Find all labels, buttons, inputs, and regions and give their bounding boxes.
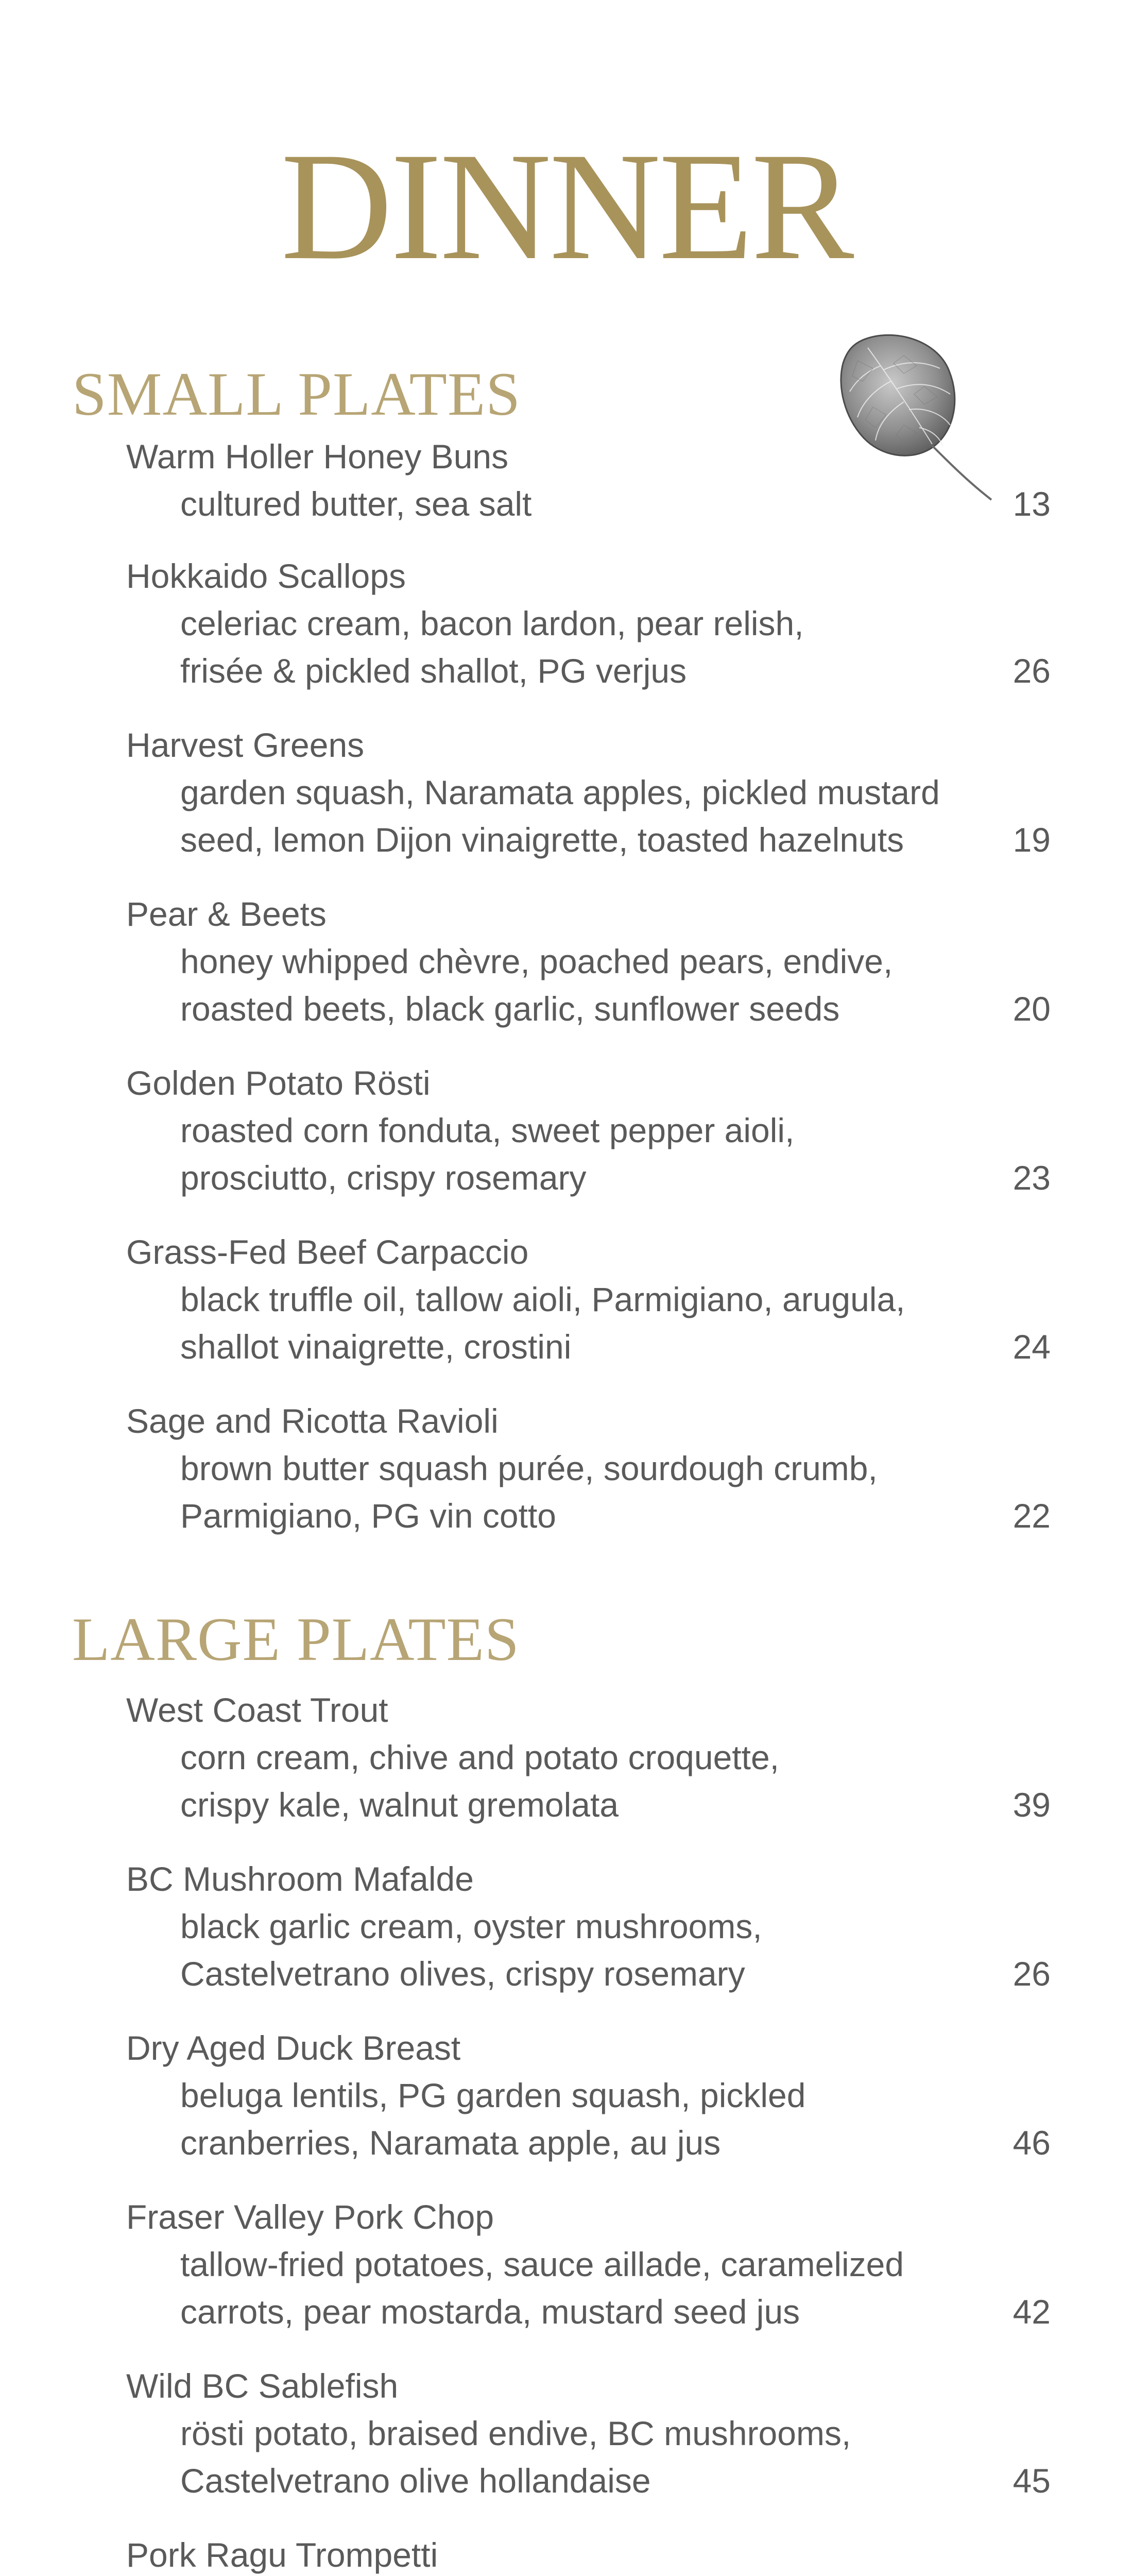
- small-plates-list: [126, 433, 1051, 1566]
- item-name: BC Mushroom Mafalde: [126, 1860, 474, 1898]
- item-price: 26: [1012, 652, 1051, 690]
- item-price: 42: [1012, 2293, 1051, 2331]
- item-price: 45: [1012, 2462, 1051, 2500]
- menu-item: [126, 2193, 1051, 2362]
- menu-item: [126, 890, 1051, 1059]
- item-description: brown butter squash purée, sourdough crumb, Parmigiano, PG vin cotto: [180, 1449, 878, 1535]
- menu-item: [126, 1059, 1051, 1228]
- menu-item: [126, 1228, 1051, 1397]
- item-name: Wild BC Sablefish: [126, 2367, 399, 2405]
- item-name: Harvest Greens: [126, 726, 365, 764]
- item-description: corn cream, chive and potato croquette, crispy kale, walnut gremolata: [180, 1738, 779, 1824]
- item-description: garden squash, Naramata apples, pickled mustard seed, lemon Dijon vinaigrette, toasted hazelnuts: [180, 773, 940, 859]
- item-name: Sage and Ricotta Ravioli: [126, 1402, 499, 1440]
- item-description: black truffle oil, tallow aioli, Parmigiano, arugula, shallot vinaigrette, crostini: [180, 1280, 905, 1366]
- menu-item: [126, 1855, 1051, 2024]
- item-description: rösti potato, braised endive, BC mushrooms, Castelvetrano olive hollandaise: [180, 2414, 851, 2500]
- item-price: 13: [1012, 485, 1051, 523]
- item-price: 46: [1012, 2124, 1051, 2162]
- item-description: beluga lentils, PG garden squash, pickled cranberries, Naramata apple, au jus: [180, 2076, 806, 2162]
- item-description: black garlic cream, oyster mushrooms, Castelvetrano olives, crispy rosemary: [180, 1907, 762, 1993]
- item-description: honey whipped chèvre, poached pears, endive, roasted beets, black garlic, sunflower seeds: [180, 942, 893, 1028]
- item-description: tallow-fried potatoes, sauce aillade, caramelized carrots, pear mostarda, mustard seed jus: [180, 2245, 904, 2331]
- item-name: Dry Aged Duck Breast: [126, 2029, 461, 2067]
- small-plates-heading: SMALL PLATES: [72, 360, 521, 428]
- item-price: 20: [1012, 990, 1051, 1028]
- item-name: Hokkaido Scallops: [126, 557, 406, 595]
- item-name: Fraser Valley Pork Chop: [126, 2198, 494, 2236]
- item-description: cultured butter, sea salt: [180, 485, 532, 523]
- item-name: Golden Potato Rösti: [126, 1064, 431, 1102]
- large-plates-list: [126, 1686, 1051, 2576]
- page-title: DINNER: [281, 121, 852, 292]
- item-name: Warm Holler Honey Buns: [126, 437, 509, 476]
- item-price: 26: [1012, 1955, 1051, 1993]
- item-description: roasted corn fonduta, sweet pepper aioli, prosciutto, crispy rosemary: [180, 1111, 795, 1197]
- item-name: Grass-Fed Beef Carpaccio: [126, 1233, 529, 1271]
- item-description: celeriac cream, bacon lardon, pear relish, frisée & pickled shallot, PG verjus: [180, 604, 804, 690]
- menu-item: [126, 1397, 1051, 1566]
- menu-item: [126, 2531, 1051, 2576]
- menu-item: [126, 552, 1051, 721]
- menu-item: [126, 433, 1051, 552]
- item-name: Pear & Beets: [126, 895, 327, 933]
- item-price: 22: [1012, 1497, 1051, 1535]
- menu-item: [126, 721, 1051, 890]
- item-price: 24: [1012, 1328, 1051, 1366]
- menu-item: [126, 1686, 1051, 1855]
- menu-item: [126, 2024, 1051, 2193]
- menu-item: [126, 2362, 1051, 2531]
- item-name: West Coast Trout: [126, 1691, 388, 1729]
- large-plates-heading: LARGE PLATES: [72, 1605, 520, 1673]
- item-price: 39: [1012, 1786, 1051, 1824]
- item-name: Pork Ragu Trompetti: [126, 2536, 438, 2574]
- item-price: 23: [1012, 1159, 1051, 1197]
- item-price: 19: [1012, 821, 1051, 859]
